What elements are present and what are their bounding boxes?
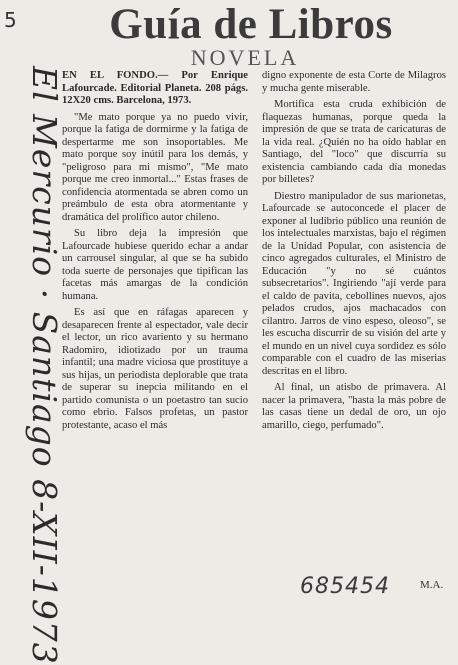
column-left xyxy=(62,70,248,432)
review-paragraph: "Me mato porque ya no puedo vivir, porque la fatiga de dormirme y la fatiga de despertarme me son insoportables. Me mato porque soy inútil para los demás, y "peligroso para mi mismo", "Me mato porque me creo inmortal..." Estas frases de confidencia atormentada se abren como un preámbulo de esta obra atormentante y dramática del prolífico autor chileno. xyxy=(62,111,248,223)
review-paragraph: Al final, un atisbo de primavera. Al nacer la primavera, "hasta la más pobre de las casas tiene un dedal de oro, un ojo amarillo, ciego, perfumado". xyxy=(262,382,446,431)
review-paragraph: Diestro manipulador de sus marionetas, Lafourcade se autoconcede el placer de exponer al ludibrio público una reunión de los intelectuales marxistas, bajo el régimen de la Unidad Popular, con asistencia de cinco agregados culturales, el Ministro de Educación "y no sé cuántos subsecretarios". Ingiriendo "ají verde para el caldo de pavita, cebollines nuevos, ajos pelados crudos, ajos machacados con cilantro. Jarros de vino espeso, oleoso", se les escucha discurrir de su visión del arte y el mundo en un nivel cuya sordidez es sólo comparable con el cuadro de las miserias descritas en el libro. xyxy=(262,190,446,377)
column-right xyxy=(262,70,446,432)
author-signature: M.A. xyxy=(420,579,444,591)
bibliography-text: EN EL FONDO.— Por Enrique Lafourcade. Editorial Planeta. 208 págs. 12X20 cms. Barcelona, 1973. xyxy=(62,70,248,106)
book-bibliography xyxy=(62,70,248,108)
page-number: 5 xyxy=(4,8,17,32)
review-paragraph: digno exponente de esta Corte de Milagros y mucha gente miserable. xyxy=(262,70,446,94)
review-paragraph: Mortifica esta cruda exhibición de flaquezas humanas, porque queda la impresión de que se trata de caricaturas de la vida real. ¿Quién no ha oído hablar en Santiago, del "loco" que discurría su existencia cambiando cada día monedas por billetes? xyxy=(262,99,446,185)
handwritten-source-date: El Mercurio · Santiago 8-XII-1973 xyxy=(25,66,64,665)
page-title: Guía de Libros xyxy=(109,1,393,48)
archive-stamp-number: 685454 xyxy=(300,574,390,599)
review-paragraph: Es así que en ráfagas aparecen y desaparecen frente al espectador, vale decir el lector, un rico avariento y su hermano Radomiro, idiotizado por un trauma infantil; una madre viciosa que prostituye a sus hijas, un periodista deplorable que trata de superar su inepcia militando en el partido comunista o un poetastro tan sucio como ebrio. Falsos profetas, un pastor protestante, acaso el más xyxy=(62,307,248,431)
handwritten-margin-note xyxy=(2,60,64,665)
section-heading: NOVELA xyxy=(190,45,300,70)
review-paragraph: Su libro deja la impresión que Lafourcade hubiese querido echar a andar un carrousel singular, al que se ha subido toda suerte de personajes que tipifican las facetas más amargas de la condición humana. xyxy=(62,228,248,302)
